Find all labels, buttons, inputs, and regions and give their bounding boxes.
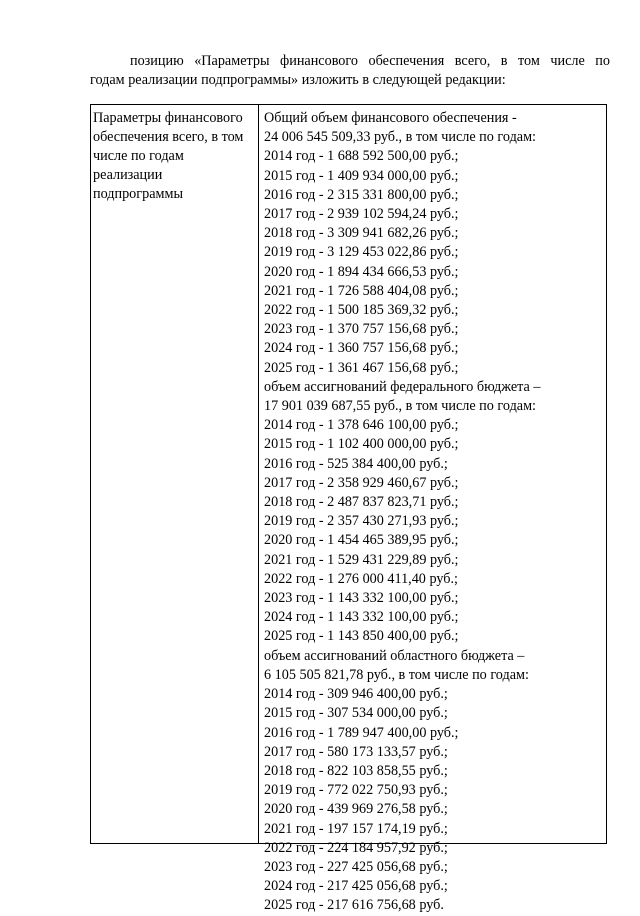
funding-line: объем ассигнований областного бюджета – xyxy=(264,647,525,664)
funding-line: 2017 год - 580 173 133,57 руб.; xyxy=(264,743,448,760)
funding-line: объем ассигнований федерального бюджета – xyxy=(264,378,541,395)
funding-line: 2016 год - 2 315 331 800,00 руб.; xyxy=(264,186,459,203)
funding-line: 2025 год - 1 361 467 156,68 руб.; xyxy=(264,359,459,376)
funding-line: 2024 год - 1 143 332 100,00 руб.; xyxy=(264,609,459,626)
intro-line: позицию «Параметры финансового обеспечения всего, в том числе по xyxy=(130,53,610,69)
funding-line: 2023 год - 1 370 757 156,68 руб.; xyxy=(264,321,459,338)
funding-line: 2024 год - 217 425 056,68 руб.; xyxy=(264,878,448,895)
funding-line: 2022 год - 1 276 000 411,40 руб.; xyxy=(264,570,458,587)
funding-line: 2014 год - 309 946 400,00 руб.; xyxy=(264,686,448,703)
funding-line: 2021 год - 1 726 588 404,08 руб.; xyxy=(264,282,459,299)
funding-parameters-table xyxy=(90,104,607,914)
intro-line: годам реализации подпрограммы» изложить в следующей редакции: xyxy=(90,72,506,88)
funding-line: 2016 год - 1 789 947 400,00 руб.; xyxy=(264,724,459,741)
parameter-name-line: Параметры финансового xyxy=(93,110,243,126)
funding-line: 2025 год - 1 143 850 400,00 руб.; xyxy=(264,628,459,645)
funding-line: 2019 год - 772 022 750,93 руб.; xyxy=(264,782,448,799)
funding-line: 2019 год - 3 129 453 022,86 руб.; xyxy=(264,244,459,261)
funding-line: 2021 год - 197 157 174,19 руб.; xyxy=(264,820,448,837)
funding-line: 2015 год - 307 534 000,00 руб.; xyxy=(264,705,448,722)
parameter-value-cell xyxy=(259,105,606,914)
funding-line: 2018 год - 2 487 837 823,71 руб.; xyxy=(264,494,459,511)
funding-line: 2014 год - 1 688 592 500,00 руб.; xyxy=(264,148,459,165)
parameter-name-line: числе по годам xyxy=(93,148,184,164)
funding-line: 2015 год - 1 409 934 000,00 руб.; xyxy=(264,167,459,184)
funding-line: 17 901 039 687,55 руб., в том числе по годам: xyxy=(264,398,536,415)
funding-line: 2022 год - 224 184 957,92 руб.; xyxy=(264,839,448,856)
funding-line: 2025 год - 217 616 756,68 руб. xyxy=(264,897,444,914)
funding-line: 24 006 545 509,33 руб., в том числе по годам: xyxy=(264,129,536,146)
funding-line: 2020 год - 439 969 276,58 руб.; xyxy=(264,801,448,818)
funding-line: 2015 год - 1 102 400 000,00 руб.; xyxy=(264,436,459,453)
parameter-name-line: обеспечения всего, в том xyxy=(93,129,244,145)
funding-line: 2023 год - 227 425 056,68 руб.; xyxy=(264,858,448,875)
funding-line: 2018 год - 3 309 941 682,26 руб.; xyxy=(264,225,459,242)
funding-line: 2021 год - 1 529 431 229,89 руб.; xyxy=(264,551,459,568)
funding-line: 6 105 505 821,78 руб., в том числе по годам: xyxy=(264,666,529,683)
funding-line: 2019 год - 2 357 430 271,93 руб.; xyxy=(264,513,459,530)
funding-line: 2014 год - 1 378 646 100,00 руб.; xyxy=(264,417,459,434)
parameter-name-line: подпрограммы xyxy=(93,186,183,202)
funding-line: 2017 год - 2 939 102 594,24 руб.; xyxy=(264,206,459,223)
funding-line: 2020 год - 1 454 465 389,95 руб.; xyxy=(264,532,459,549)
funding-line: 2018 год - 822 103 858,55 руб.; xyxy=(264,762,448,779)
funding-line: 2024 год - 1 360 757 156,68 руб.; xyxy=(264,340,459,357)
intro-paragraph xyxy=(90,52,610,90)
funding-line: 2023 год - 1 143 332 100,00 руб.; xyxy=(264,590,459,607)
funding-line: 2022 год - 1 500 185 369,32 руб.; xyxy=(264,302,459,319)
parameter-name-line: реализации xyxy=(93,167,163,183)
funding-line: 2020 год - 1 894 434 666,53 руб.; xyxy=(264,263,459,280)
funding-line: Общий объем финансового обеспечения - xyxy=(264,110,517,126)
funding-line: 2016 год - 525 384 400,00 руб.; xyxy=(264,455,448,472)
funding-line: 2017 год - 2 358 929 460,67 руб.; xyxy=(264,474,459,491)
parameter-name-cell xyxy=(91,105,259,843)
